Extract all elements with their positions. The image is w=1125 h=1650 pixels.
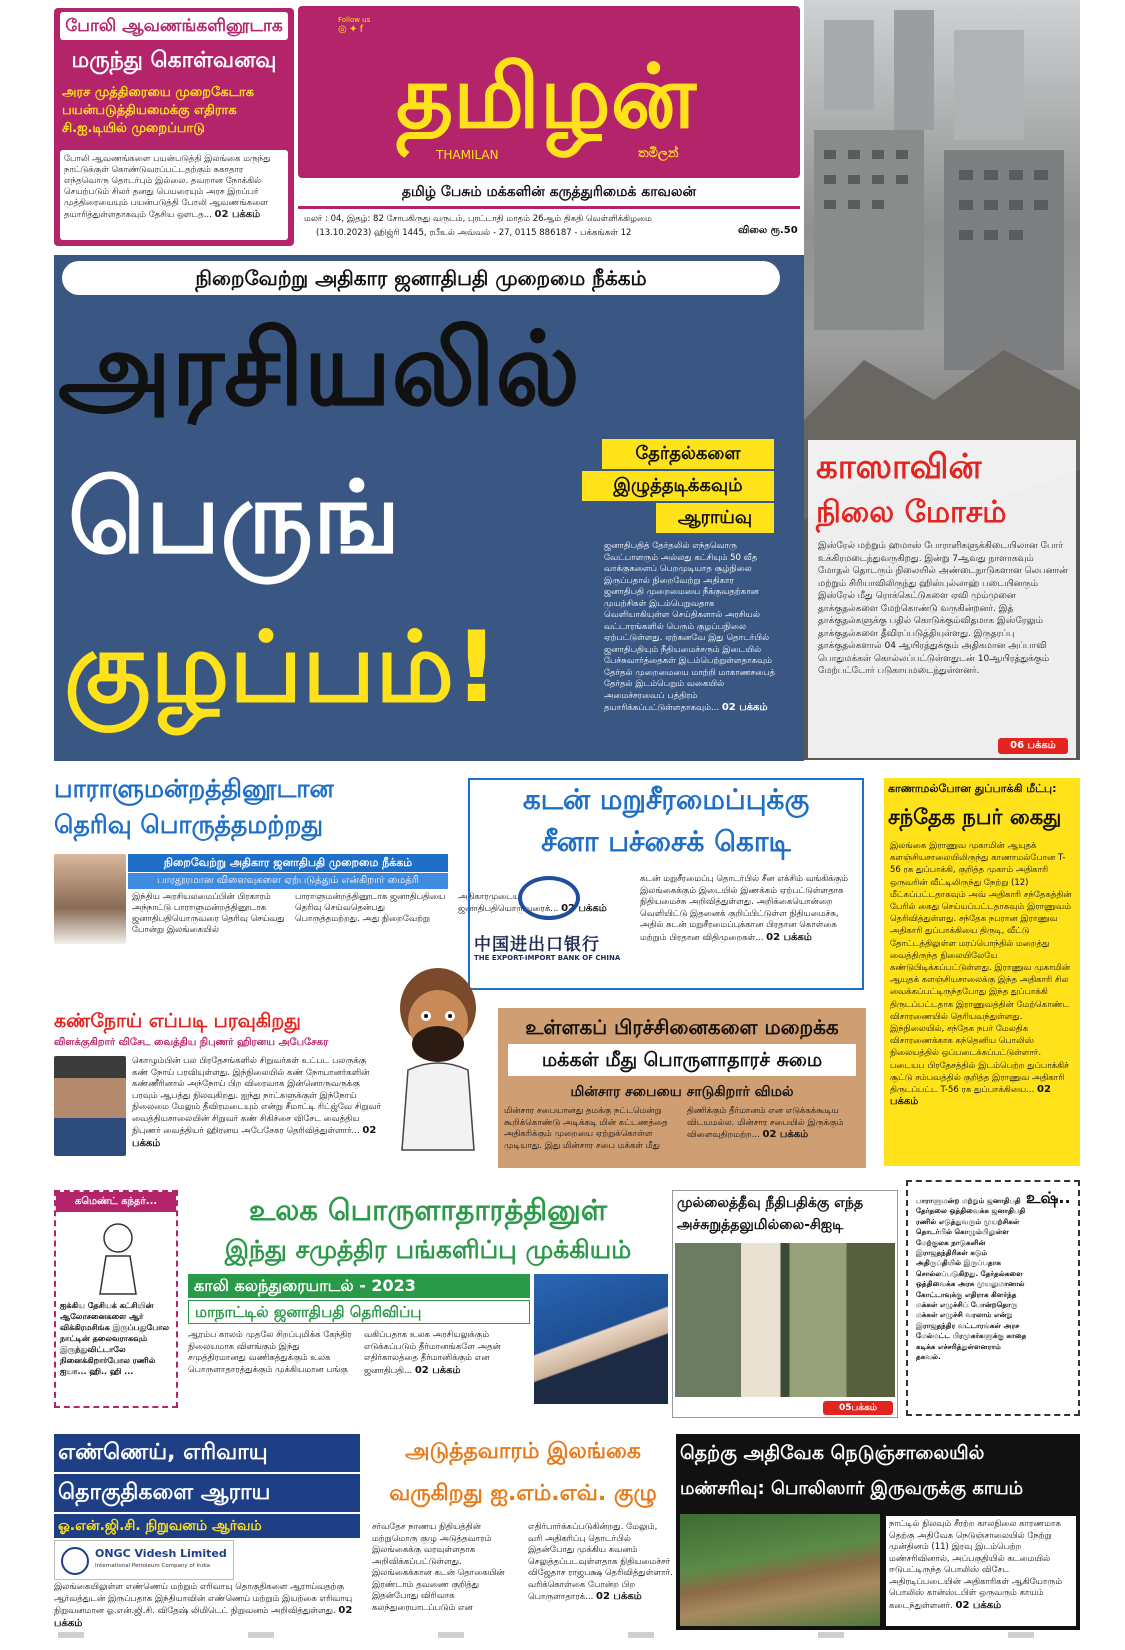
follow-label: Follow us xyxy=(338,16,371,24)
oil-gas-body-text: இலங்கையிலுள்ள எண்ணெய் மற்றும் எரிவாயு தொகுதிகளை ஆராய்வதற்கு ஆர்வத்துடன் இருப்பதாக இந்தியாவின் எண்ணெய் மற்றும் இயற்கை எரிவாயு நிறுவனமான ஓ.என்.ஜி.சி. விதேஷ் லிமிடெட் நிறுவனம் அறிவித்துள்ளது. xyxy=(54,1582,353,1616)
side-label-1: தேர்தல்களை xyxy=(602,439,774,469)
expressway-body xyxy=(886,1516,1076,1626)
footer-dash xyxy=(1008,1632,1034,1638)
top-left-story xyxy=(54,8,294,246)
ongc-logo xyxy=(54,1540,234,1580)
missing-gun-headline-2: சந்தேக நபர் கைது xyxy=(888,805,1062,829)
mullaitivu-story xyxy=(672,1190,898,1418)
oil-gas-story xyxy=(54,1434,360,1630)
main-body-text: ஜனாதிபதித் தேர்தலில் எந்தவொரு வேட்பாளரும் அல்லது கட்சியும் 50 வீத வாக்குகளைப் பெறமுடியாத சூழ்நிலை இருப்பதால் நிறைவேற்று அதிகார ஜனாதிபதி முறைமையை நீக்குவதற்கான முயற்சிகள் இடம்பெறுவதாக வெளியாகியுள்ள செய்திகளால் அரசியல் வட்டாரங்களில் பெரும் குழப்பநிலை ஏற்பட்டுள்ளது. ஏற்கனவே இது தொடர்பில் ஜனாதிபதியும் நீதியமைச்சரும் இடையில் பேச்சுவார்த்தைகள் இடம்பெற்றுள்ளதாகவும் தேர்தல் முறைமையை மாற்றி மாகாணசபைத் தேர்தல் இடம்பெறும் வகையில் அமைச்சரவைப் பத்திரம் தயாரிக்கப்பட்டுள்ளதாகவும்... xyxy=(604,541,776,713)
footer-dash xyxy=(628,1632,654,1638)
parliament-strap: நிறைவேற்று அதிகார ஜனாதிபதி முறைமை நீக்கம் xyxy=(128,854,448,872)
follow-us xyxy=(338,16,370,35)
eye-disease-body-text: கொழும்பின் பல பிரதேசங்களில் சிறுவர்கள் உட்பட பலருக்கு கண் நோய் பரவியுள்ளது. இந்நிலையில் கண் நோயானர்களின் கண்ணீரினால் அந்நோய் பிற விரைவாக இன்னொருவருக்கு பரவும் ஆபத்து நிலவுகிறது. ஐந்து நாட்களுக்குள் இந்நோய் நிலைமை மேலும் தீவிரமடையும் என்று சீமாட்டி ரிட்ஜ்வே சிறுவர் வைத்தியசாலையின் சிறுவர் கண் சிகிச்சை விசேட வைத்திய நிபுணர் வைத்தியர் ஹிரனய அபேசேகர தெரிவித்துள்ளார்... xyxy=(132,1056,382,1136)
parliament-body-text: இந்திய அரசியலமைப்பின் பிரகாரம் அந்நாட்டு பாராளுமன்றத்தினூடாக ஜனாதிபதியொருவரை தெரிவு செய்வது போன்று இலங்கையில் பாராளுமன்றத்தினூடாக ஜனாதிபதியை தெரிவு செய்வதென்பது பொருத்தமற்றது. அது நிறைவேற்று அதிகாரமுடைய ஜனாதிபதியொருவரைக்... xyxy=(132,892,559,935)
page-ref[interactable]: 06 பக்கம் xyxy=(998,738,1068,754)
china-body xyxy=(640,874,860,988)
dateline-2: (13.10.2023) ஹிஜ்ரி 1445, ரபீஉல் அவ்வல் - 27, 0115 886187 - பக்கங்கள் 12 xyxy=(316,228,632,238)
comment-body: ஐக்கிய தேசியக் கட்சியின் ஆலோசனைகளை ஆர் விக்கிரமசிங்க இருப்பதுபோல நாட்டின் தலைவராகவும் இருந்துவிட்டாலே நினைக்கிறார்போல ரணில் ஐயா... ஹி.. ஹி ... xyxy=(60,1301,170,1376)
side-label-3: ஆராய்வு xyxy=(656,503,774,533)
page-ref[interactable]: 02 பக்கம் xyxy=(721,702,768,713)
newspaper-page xyxy=(48,0,1080,1650)
oil-gas-headline-3: ஓ.என்.ஜி.சி. நிறுவனம் ஆர்வம் xyxy=(54,1514,360,1538)
indian-ocean-body-text: ஆரம்ப காலம் முதலே சிறப்புமிக்க கேந்திர நிலையமாக விளங்கும் இந்து சமுத்திரமானது வணிகத்துக்கும் உலக பொருளாதாரத்துக்கும் முக்கியமான பங்கு வகிப்பதாக உலக அரசியலுக்கும் எடுக்கப்படும் தீர்மானங்களே அதன் எதிர்காலத்தை தீர்மானிக்கும் என ஜனாதிபதி... xyxy=(188,1330,501,1376)
parliament-photo xyxy=(54,854,126,944)
main-headline-3: குழப்பம்! xyxy=(64,611,499,725)
expressway-body-text: நாட்டில் நிலவும் சீரற்ற காலநிலை காரணமாக தெற்கு அதிவேக நெடுஞ்சாலையில் நேற்று முன்தினம் (11) இரவு இடம்பெற்ற மண்சரிவினால், அப்பகுதியில் கடமையில் ஈடுபட்டிருந்த பொலிஸ் விசேட அதிரடிப்படையின் அதிகாரிகள் ஆகியோரும் பொலிஸ் கான்ஸ்டபிள் ஒருவரும் காயம் கடைந்துள்ளனர். xyxy=(889,1519,1063,1611)
gaza-headline-2: நிலை மோசம் xyxy=(816,495,1007,530)
top-left-subhead: அரச முத்திரையை முறைகேடாக பயன்படுத்தியமைக்கு எதிராக சி.ஐ.டியில் முறைப்பாடு xyxy=(62,85,255,136)
imf-headline-1: அடுத்தவாரம் இலங்கை xyxy=(405,1439,641,1464)
page-ref[interactable]: 02 பக்கம் xyxy=(762,1129,809,1140)
indian-ocean-story xyxy=(188,1190,668,1408)
china-headline-1: கடன் மறுசீரமைப்புக்கு xyxy=(522,783,810,816)
missing-gun-body xyxy=(890,840,1074,1162)
price: விலை ரூ.50 xyxy=(738,225,798,236)
imf-body-text: சர்வதேச நாணய நிதியத்தின் மற்றுமொரு குழு அடுத்தவாரம் இலங்கைக்கு வரவுள்ளதாக அறிவிக்கப்பட்டுள்ளது. இலங்கைக்கான கடன் தொகையின் இரண்டாம் தவணை குறித்து இதன்போது விரிவாக கலந்துரையாடப்படும் என எதிர்பார்க்கப்படுகின்றது. மேலும், வரி அதிகரிப்பு தொடர்பில் இதன்போது முக்கிய கவனம் செலுத்தப்படவுள்ளதாக நிதியமைச்சர் விஜேதாச ராஜபக்ஷ தெரிவித்துள்ளார். வரிக்கொள்கை போன்ற பிற பொருளாதாரக்... xyxy=(372,1522,673,1613)
comment-cartoon xyxy=(78,1216,158,1296)
top-left-body-text: போலி ஆவணங்களை பயன்படுத்தி இலங்கை மருந்து நாட்டுக்குள் கொண்டுவரப்பட்டதற்கும் சுகாதார எந்தவொரு தொடர்பும் இல்லை. தவறான நோக்கில் செயற்படும் சிலர் தனது பெயரையும் அரச இறப்பர் முத்திரையையும் பயன்படுத்தி போலி ஆவணங்களை தயாரித்துள்ளதாகவும் தேசிய ஔடத... xyxy=(64,154,271,220)
footer-dash xyxy=(58,1632,84,1638)
imf-story xyxy=(372,1434,674,1630)
caricature-illustration xyxy=(378,960,498,1160)
oil-gas-headline-2: தொகுதிகளை ஆராய xyxy=(54,1474,360,1512)
china-headline-2: சீனா பச்சைக் கொடி xyxy=(541,825,791,858)
facebook-icon[interactable]: f xyxy=(359,24,364,35)
top-left-headline-2: மருந்து கொள்வனவு xyxy=(71,48,277,73)
page-ref[interactable]: 02 பக்கம் xyxy=(414,1364,461,1376)
indian-ocean-headline-1: உலக பொருளாதாரத்தினுள் xyxy=(248,1193,607,1227)
president-photo xyxy=(534,1274,668,1404)
missing-gun-body-text: இலங்கை இராணுவ முகாமின் ஆயுதக் களஞ்சியசாலையிலிருந்து காணாமல்போன T-56 ரக துப்பாக்கி, குறித்த முகாம் அதிகாரி ஒருவரின் வீட்டிலிருந்து நேற்று (12) மீட்கப்பட்டதாகவும் அவ் அதிகாரி சந்தேகத்தின் பேரில் கைது செய்யப்பட்டதாகவும் இராணுவம் தெரிவித்துள்ளது. சந்தேக நபரான இராணுவ அதிகாரி துப்பாக்கியை திருடி, வீட்டு தோட்டத்திலுள்ள மரப்பொந்தில் மறைத்து வைத்திருந்த நிலையிலேயே கண்டுபிடிக்கப்பட்டுள்ளது. இராணுவ முகாமின் ஆயுதக் களஞ்சியசாலைக்கு இந்த அதிகாரி சில வைக்கப்பட்டிருந்தபோது இந்த துப்பாக்கி திருடப்பட்டதாக இராணுவத்தின் மேற்கொண்ட விசாரணையில் தெரியவந்துள்ளது. இந்நிலையில், சந்தேக நபர் மேலதிக விசாரணைக்காக கந்தெனிய பொலிஸ் நிலையத்தில் ஒப்படைக்கப்பட்டுள்ளார். படையப பிரதேசத்தில் இடம்பெற்ற துப்பாக்கிச் சூட்டு சம்பவத்தில் குறித்த இராணுவ அதிகாரி திருடப்பட்ட T-56 ரக துப்பாக்கியை... xyxy=(890,841,1072,1096)
missing-gun-story xyxy=(884,778,1080,1166)
gaza-headline-1: காஸாவின் xyxy=(816,447,982,487)
economic-burden-headline-2: மக்கள் மீது பொருளாதாரச் சுமை xyxy=(508,1044,856,1076)
main-strap: நிறைவேற்று அதிகார ஜனாதிபதி முறைமை நீக்கம் xyxy=(62,261,780,295)
footer-dash xyxy=(248,1632,274,1638)
exim-bank-logo-icon xyxy=(518,876,580,920)
economic-burden-body-text: மின்சார சபையானது தமக்கு நட்டமென்று கூறிக்கொண்டு அடிக்கடி மின் கட்டணத்தை அதிகரிக்கும் முறையை ஏற்றுக்கொள்ள முடியாது. இது மின்சார சபை மக்கள் மீது திணிக்கும் தீர்மானம் என எடுக்கக்கூடிய விடயமல்ல. மின்சார சபையில் இருக்கும் விளைவுதிறமற்ற... xyxy=(504,1106,844,1151)
indian-ocean-sub-1: காலி கலந்துரையாடல் - 2023 xyxy=(188,1274,530,1298)
eye-disease-body xyxy=(132,1056,382,1174)
main-headline-1: அரசியலில் xyxy=(58,310,580,429)
ongc-logo-label: ONGC Videsh Limited xyxy=(95,1547,227,1560)
bank-cn: 中国进出口银行 xyxy=(474,935,600,955)
economic-burden-sub: மின்சார சபையை சாடுகிறார் விமல் xyxy=(570,1084,794,1100)
china-body-text: கடன் மறுசீரமைப்பு தொடர்பில் சீன எக்சிம் வங்கிக்கும் இலங்கைக்கும் இடையில் இணக்கம் ஏற்பட்டுள்ளதாக நிதியமைச்சு அறிவித்துள்ளது. அறிக்கையொன்றை வெளியிட்டு இதனைக் குறிப்பிட்டுள்ள நிதியமைச்சு, அதில் கடன் மறுசீரமைப்புக்கான பிரதான கொள்கை மற்றும் பிரதான விதிமுறைகள்... xyxy=(640,874,848,943)
economic-burden-body xyxy=(504,1106,860,1164)
page-ref[interactable]: 02 பக்கம் xyxy=(766,931,812,943)
indian-ocean-body xyxy=(188,1330,530,1404)
masthead-tagline: தமிழ் பேசும் மக்களின் கருத்துரிமைக் காவலன் xyxy=(401,184,697,200)
imf-body xyxy=(372,1522,674,1628)
top-left-headline: போலி ஆவணங்களினூடாக xyxy=(60,12,288,40)
eye-disease-story xyxy=(54,1008,384,1176)
caricature xyxy=(378,960,498,1160)
twitter-icon[interactable]: ✦ xyxy=(348,24,358,35)
comment-box xyxy=(54,1190,178,1408)
main-story xyxy=(54,255,804,761)
ushh-label: உஷ்.. xyxy=(1026,1188,1071,1207)
masthead-sinhala: තමිලන් xyxy=(638,146,679,161)
main-headline-2: பெருங் xyxy=(68,459,401,576)
bank-en: THE EXPORT-IMPORT BANK OF CHINA xyxy=(474,954,621,962)
missing-gun-headline-1: காணாமல்போன துப்பாக்கி மீட்பு: xyxy=(888,782,1057,795)
page-ref[interactable]: 02 பக்கம் xyxy=(214,209,261,220)
expressway-headline-1: தெற்கு அதிவேக நெடுஞ்சாலையில் xyxy=(680,1442,985,1464)
gaza-story xyxy=(808,440,1076,758)
page-ref[interactable]: 05பக்கம் xyxy=(823,1401,893,1415)
parliament-headline-1: பாராளுமன்றத்தினூடான xyxy=(54,774,334,803)
masthead-brand-box xyxy=(298,6,800,178)
ongc-logo-sub: International Petroleum Company of India xyxy=(95,1563,210,1569)
masthead xyxy=(298,6,800,246)
economic-burden-story xyxy=(498,1008,866,1168)
eye-disease-sub: விளக்குகிறார் விசேட வைத்திய நிபுணர் ஹிரனய அபேசேகர xyxy=(54,1037,329,1048)
instagram-icon[interactable]: ◎ xyxy=(338,24,347,35)
comment-label: கமெண்ட் கந்தர்... xyxy=(56,1192,176,1212)
ushh-box xyxy=(906,1180,1080,1416)
page-ref[interactable]: 02 பக்கம் xyxy=(132,1125,377,1149)
top-left-body xyxy=(60,150,288,240)
ongc-logo-icon xyxy=(61,1547,89,1575)
mullaitivu-headline-2: அச்சுறுத்தலுமில்லை-சிஐடி xyxy=(677,1217,844,1233)
eye-disease-photo xyxy=(54,1056,126,1156)
economic-burden-headline-1: உள்ளகப் பிரச்சினைகளை மறைக்க xyxy=(525,1015,839,1039)
expressway-story xyxy=(676,1434,1080,1630)
mullaitivu-photo xyxy=(675,1243,895,1397)
masthead-title: தமிழன் xyxy=(395,45,697,148)
dateline-1: மலர் : 04, இதழ்: 82 சோபகிருது வருடம், புரட்டாதி மாதம் 26ஆம் திகதி வெள்ளிக்கிழமை xyxy=(304,214,652,224)
masthead-roman: THAMILAN xyxy=(436,148,499,162)
ushh-body: பாராளுமன்ற மற்றும் ஜனாதிபதி தேர்தலை ஒத்திவைக்க ஜனாதிபதி ரணில் எடுத்துவரும் முயற்சிகள் தொடர்பில் கொழும்பிலுள்ள மேற்குலக நாடுகளின் இராஜதந்திரிகள் கடும் அதிருப்தியில் இருப்பதாக சொல்லப்படுகிறது. தேர்தல்களை ஒத்திவைக்க அரசு முயலுமானால் கோட்டாவுக்கு எதிராக கிளர்ந்த மக்கள் எழுச்சிப் போன்றதொரு மக்கள் எழுச்சி வரலாம் என்று இராஜதந்திர வட்டாரங்கள் அரச மேல்மட்ட பிரமுகர்களுக்கு காதை கடிக்க எச்சரித்துள்ளனராம் தகவல். xyxy=(916,1196,1027,1362)
gaza-body: இஸ்ரேல் மற்றும் ஹமாஸ் போராளிகளுக்கிடையிலான போர் உக்கிரமடைந்துவருகிறது. இன்று 7ஆவது நாளாகவும் மோதல் தொடரும் நிலையில் அண்டைநாடுகளான லெபனான் மற்றும் சிரியாவிலிருந்து ஹிஸ்புல்லாஹ் படையினரும் இஸ்ரேல் மீது ரொக்கெட்டுகளை ஏவி மும்முனை தாக்குதல்களை மேற்கொண்டு வருகின்றனர். இத் தாக்குதல்களுக்கு பதில் கொடுக்கும்விதமாக இஸ்ரேலும் தாக்குதல்களை தீவிரப்படுத்தியுள்ளது. இருதரப்பு தாக்குதல்களால் 04 ஆயிரத்துக்கும் அதிகமான அப்பாவி பொதுமக்கள் கொல்லப்பட்டுள்ளதுடன் 10ஆயிரத்துக்கும் மேற்பட்டோர் படுகாயமடைந்துள்ளனர். xyxy=(818,541,1068,676)
eye-disease-headline: கண்நோய் எப்படி பரவுகிறது xyxy=(54,1010,301,1032)
oil-gas-body xyxy=(54,1582,360,1630)
parliament-sub: பாரதூரமான விளைவுகளை ஏற்படுத்தும் என்கிறார் மைத்ரி xyxy=(128,873,448,889)
oil-gas-headline-1: எண்ணெய், எரிவாயு xyxy=(54,1434,360,1472)
china-story xyxy=(468,778,864,990)
expressway-headline-2: மண்சரிவு: பொலிஸார் இருவருக்கு காயம் xyxy=(680,1478,1024,1499)
page-ref[interactable]: 02 பக்கம் xyxy=(596,1591,642,1602)
side-label-2: இழுத்தடிக்கவும் xyxy=(582,471,774,501)
page-ref[interactable]: 02 பக்கம் xyxy=(561,903,607,914)
parliament-headline-2: தெரிவு பொருத்தமற்றது xyxy=(54,810,324,839)
main-body xyxy=(604,541,776,759)
footer-dash xyxy=(438,1632,464,1638)
indian-ocean-sub-2: மாநாட்டில் ஜனாதிபதி தெரிவிப்பு xyxy=(188,1300,530,1324)
page-ref[interactable]: 02 பக்கம் xyxy=(955,1599,1002,1611)
landslide-photo xyxy=(680,1514,880,1626)
page-ref[interactable]: 02 பக்கம் xyxy=(54,1605,353,1629)
masthead-rule xyxy=(298,206,800,209)
page-ref[interactable]: 02 பக்கம் xyxy=(890,1084,1051,1108)
mullaitivu-headline-1: முல்லைத்தீவு நீதிபதிக்கு எந்த xyxy=(677,1195,864,1211)
footer-dash xyxy=(818,1632,844,1638)
imf-headline-2: வருகிறது ஐ.எம்.எவ். குழு xyxy=(389,1481,657,1506)
indian-ocean-headline-2: இந்து சமுத்திர பங்களிப்பு முக்கியம் xyxy=(224,1235,632,1264)
